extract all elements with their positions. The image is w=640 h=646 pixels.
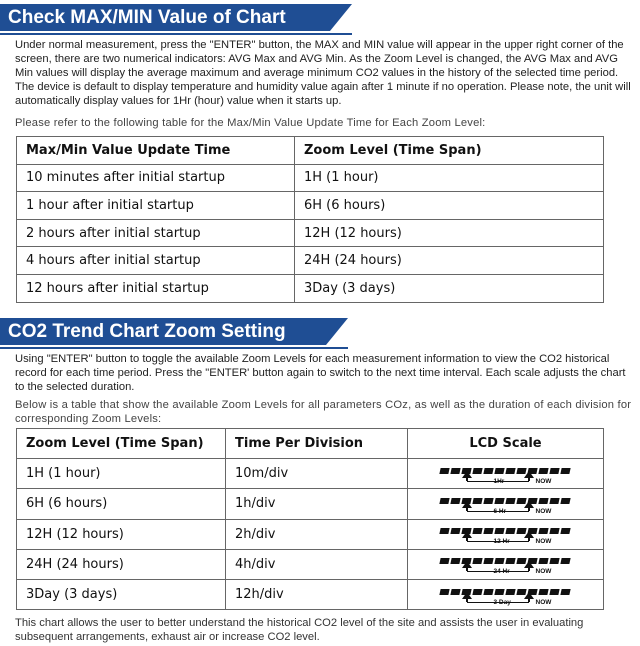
update-time-cell: 12 hours after initial startup [17, 274, 295, 302]
lcd-segment [560, 528, 570, 534]
lcd-segment [538, 498, 548, 504]
lcd-scale-cell [408, 459, 604, 489]
lcd-segment [450, 498, 460, 504]
time-per-division-cell: 2h/div [226, 519, 408, 549]
lcd-segment [549, 498, 559, 504]
lcd-scale-graphic [440, 491, 572, 517]
lcd-scale-cell [408, 489, 604, 519]
lcd-segment [483, 528, 493, 534]
table-row [17, 192, 604, 220]
zoom-level-cell: 24H (24 hours) [295, 247, 604, 275]
lcd-now-label: NOW [535, 598, 552, 606]
section-title-maxmin: Check MAX/MIN Value of Chart [0, 4, 330, 31]
zoom-table-intro: Below is a table that show the available Zoom Levels for all parameters COz, as well as the duration of each division for corresponding Zoom Levels: [15, 399, 632, 425]
lcd-segment [439, 558, 449, 564]
lcd-segment [505, 498, 515, 504]
header-lcd-scale: LCD Scale [408, 429, 604, 459]
table-row [17, 274, 604, 302]
zoom-level-cell: 3Day (3 days) [17, 579, 226, 609]
zoom-level-cell: 1H (1 hour) [295, 164, 604, 192]
lcd-now-label: NOW [535, 568, 552, 576]
time-per-division-cell: 4h/div [226, 549, 408, 579]
lcd-now-label: NOW [535, 538, 552, 546]
footer-note: This chart allows the user to better understand the historical CO2 level of the site and assists the user in evaluating subsequent arrangements, exhaust air or increase CO2 level. [15, 617, 584, 643]
update-time-cell: 2 hours after initial startup [17, 219, 295, 247]
lcd-scale-graphic [440, 521, 572, 547]
lcd-segment [560, 589, 570, 595]
lcd-segment [483, 498, 493, 504]
table-row [17, 219, 604, 247]
lcd-segment [439, 468, 449, 474]
lcd-segment [472, 498, 482, 504]
zoom-level-cell: 24H (24 hours) [17, 549, 226, 579]
lcd-segment [472, 589, 482, 595]
lcd-segment [505, 528, 515, 534]
maxmin-description: Under normal measurement, press the "ENTER" button, the MAX and MIN value will appear in the upper right corner of the screen, there are two numerical indicators: AVG Max and AVG Min. As the Zoom Level is changed, the AVG Max and AVG Min values will display the average maximum and average minimum CO2 values in the history of the selected time period. The device is default to display temperature and humidity value again after 1 minute if no operation. Please note, the unit will automatically display values for 1Hr (hour) value when it starts up. [15, 39, 631, 107]
update-time-cell: 4 hours after initial startup [17, 247, 295, 275]
time-per-division-cell: 10m/div [226, 459, 408, 489]
lcd-range-line [467, 602, 529, 603]
lcd-segment [439, 528, 449, 534]
time-per-division-cell: 12h/div [226, 579, 408, 609]
lcd-segment [450, 468, 460, 474]
lcd-segment-bar [440, 553, 572, 568]
lcd-segment [549, 528, 559, 534]
zoom-level-table [16, 428, 604, 610]
lcd-scale-graphic [440, 461, 572, 487]
header-zoom-level: Zoom Level (Time Span) [295, 137, 604, 165]
lcd-segment [450, 558, 460, 564]
lcd-now-label: NOW [535, 477, 552, 485]
lcd-segment [538, 468, 548, 474]
lcd-range-line [467, 541, 529, 542]
lcd-segment [472, 468, 482, 474]
header-time-per-division: Time Per Division [226, 429, 408, 459]
lcd-scale-graphic [440, 582, 572, 608]
maxmin-table-intro: Please refer to the following table for the Max/Min Value Update Time for Each Zoom Level: [15, 117, 486, 129]
lcd-scale-graphic [440, 551, 572, 577]
lcd-range-line [467, 481, 529, 482]
lcd-segment [450, 528, 460, 534]
lcd-segment [505, 468, 515, 474]
zoom-level-cell: 1H (1 hour) [17, 459, 226, 489]
lcd-segment [494, 528, 504, 534]
section-title-zoom: CO2 Trend Chart Zoom Setting [0, 318, 326, 345]
zoom-level-cell: 12H (12 hours) [17, 519, 226, 549]
lcd-segment [472, 528, 482, 534]
lcd-segment-bar [440, 584, 572, 599]
lcd-segment [483, 468, 493, 474]
lcd-segment [549, 589, 559, 595]
table-header-row [17, 137, 604, 165]
lcd-now-label: NOW [535, 507, 552, 515]
lcd-segment [538, 589, 548, 595]
lcd-scale-cell [408, 579, 604, 609]
header-zoom-level: Zoom Level (Time Span) [17, 429, 226, 459]
zoom-level-cell: 3Day (3 days) [295, 274, 604, 302]
lcd-segment [439, 589, 449, 595]
lcd-segment [549, 468, 559, 474]
zoom-level-cell: 6H (6 hours) [17, 489, 226, 519]
lcd-segment-bar [440, 463, 572, 478]
lcd-segment [494, 468, 504, 474]
table-row [17, 549, 604, 579]
lcd-segment [439, 498, 449, 504]
lcd-segment [494, 498, 504, 504]
table-row [17, 164, 604, 192]
lcd-segment [494, 558, 504, 564]
lcd-segment [505, 589, 515, 595]
lcd-segment [472, 558, 482, 564]
lcd-segment [560, 498, 570, 504]
zoom-level-cell: 12H (12 hours) [295, 219, 604, 247]
time-per-division-cell: 1h/div [226, 489, 408, 519]
lcd-segment [483, 558, 493, 564]
lcd-scale-cell [408, 519, 604, 549]
table-row [17, 247, 604, 275]
lcd-segment [538, 558, 548, 564]
lcd-segment [560, 468, 570, 474]
table-row [17, 489, 604, 519]
lcd-scale-cell [408, 549, 604, 579]
lcd-segment-bar [440, 493, 572, 508]
lcd-segment [549, 558, 559, 564]
lcd-segment-bar [440, 523, 572, 538]
update-time-cell: 10 minutes after initial startup [17, 164, 295, 192]
lcd-range-line [467, 571, 529, 572]
lcd-segment [450, 589, 460, 595]
header-update-time: Max/Min Value Update Time [17, 137, 295, 165]
table-row [17, 459, 604, 489]
zoom-level-cell: 6H (6 hours) [295, 192, 604, 220]
lcd-segment [483, 589, 493, 595]
lcd-segment [538, 528, 548, 534]
update-time-cell: 1 hour after initial startup [17, 192, 295, 220]
maxmin-update-table [16, 136, 604, 303]
lcd-segment [505, 558, 515, 564]
lcd-range-line [467, 511, 529, 512]
lcd-segment [494, 589, 504, 595]
lcd-segment [560, 558, 570, 564]
table-row [17, 579, 604, 609]
table-header-row [17, 429, 604, 459]
zoom-description: Using "ENTER" button to toggle the available Zoom Levels for each measurement information to view the CO2 historical record for each time period. Press the "ENTER' button again to switch to the next time interval. Each scale adjusts the chart to the selected duration. [15, 353, 626, 393]
table-row [17, 519, 604, 549]
